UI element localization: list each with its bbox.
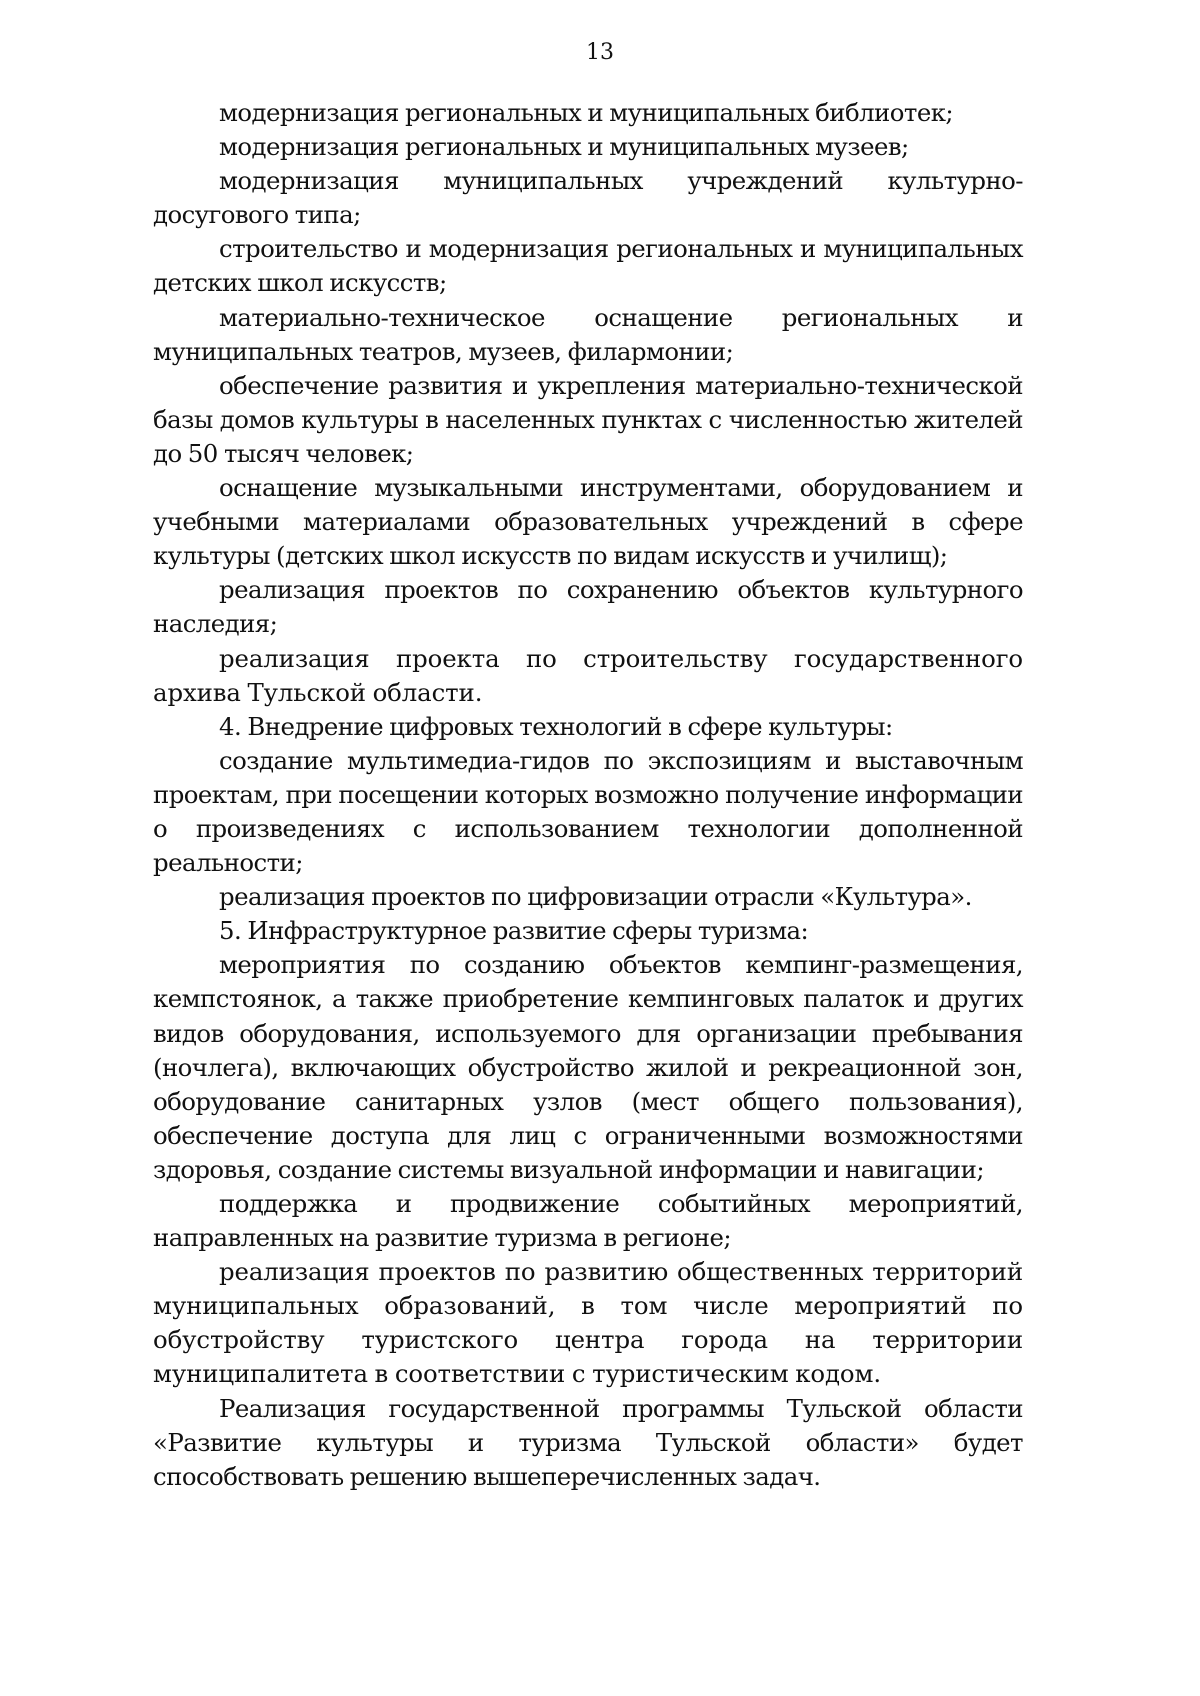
paragraph-heritage: реализация проектов по сохранению объектов культурного наследия; (153, 575, 1023, 639)
document-body (153, 96, 1023, 1494)
section-heading-tourism: 5. Инфраструктурное развитие сферы туризма: (219, 916, 809, 946)
section-heading-digital: 4. Внедрение цифровых технологий в сфере культуры: (219, 711, 893, 741)
paragraph-technical-equipment: материально-техническое оснащение региональных и муниципальных театров, музеев, филармонии; (153, 302, 1023, 366)
paragraph-cultural-leisure: модернизация муниципальных учреждений культурно-досугового типа; (153, 166, 1023, 230)
paragraph-archive: реализация проекта по строительству государственного архива Тульской области. (153, 643, 1023, 707)
paragraph-digitalization: реализация проектов по цифровизации отрасли «Культура». (219, 882, 972, 912)
paragraph-events: поддержка и продвижение событийных мероприятий, направленных на развитие туризма в регионе; (153, 1189, 1023, 1253)
paragraph-houses-of-culture: обеспечение развития и укрепления материально-технической базы домов культуры в населенных пунктах с численностью жителей до 50 тысяч человек; (153, 370, 1023, 468)
page-number: 13 (586, 40, 614, 65)
paragraph-public-spaces: реализация проектов по развитию общественных территорий муниципальных образований, в том числе мероприятий по обустройству туристского центра города на территории муниципалитета в соответствии с туристическим кодом. (153, 1257, 1023, 1389)
paragraph-multimedia-guides: создание мультимедиа-гидов по экспозициям и выставочным проектам, при посещении которых возможно получение информации о произведениях с использованием технологии дополненной реальности; (153, 745, 1023, 878)
paragraph-art-schools: строительство и модернизация региональных и муниципальных детских школ искусств; (153, 234, 1023, 298)
paragraph-conclusion: Реализация государственной программы Тульской области «Развитие культуры и туризма Тульской области» будет способствовать решению вышеперечисленных задач. (153, 1393, 1023, 1491)
paragraph-musical-instruments: оснащение музыкальными инструментами, оборудованием и учебными материалами образовательных учреждений в сфере культуры (детских школ искусств по видам искусств и училищ); (153, 473, 1023, 571)
paragraph-museums: модернизация региональных и муниципальных музеев; (219, 132, 909, 162)
paragraph-camping: мероприятия по созданию объектов кемпинг-размещения, кемпстоянок, а также приобретение кемпинговых палаток и других видов оборудования, используемого для организации пребывания (ночлега), включающих обустройство жилой и рекреационной зон, оборудование санитарных узлов (мест общего пользования), обеспечение доступа для лиц с ограниченными возможностями здоровья, создание системы визуальной информации и навигации; (153, 950, 1023, 1184)
paragraph-libraries: модернизация региональных и муниципальных библиотек; (219, 98, 954, 127)
